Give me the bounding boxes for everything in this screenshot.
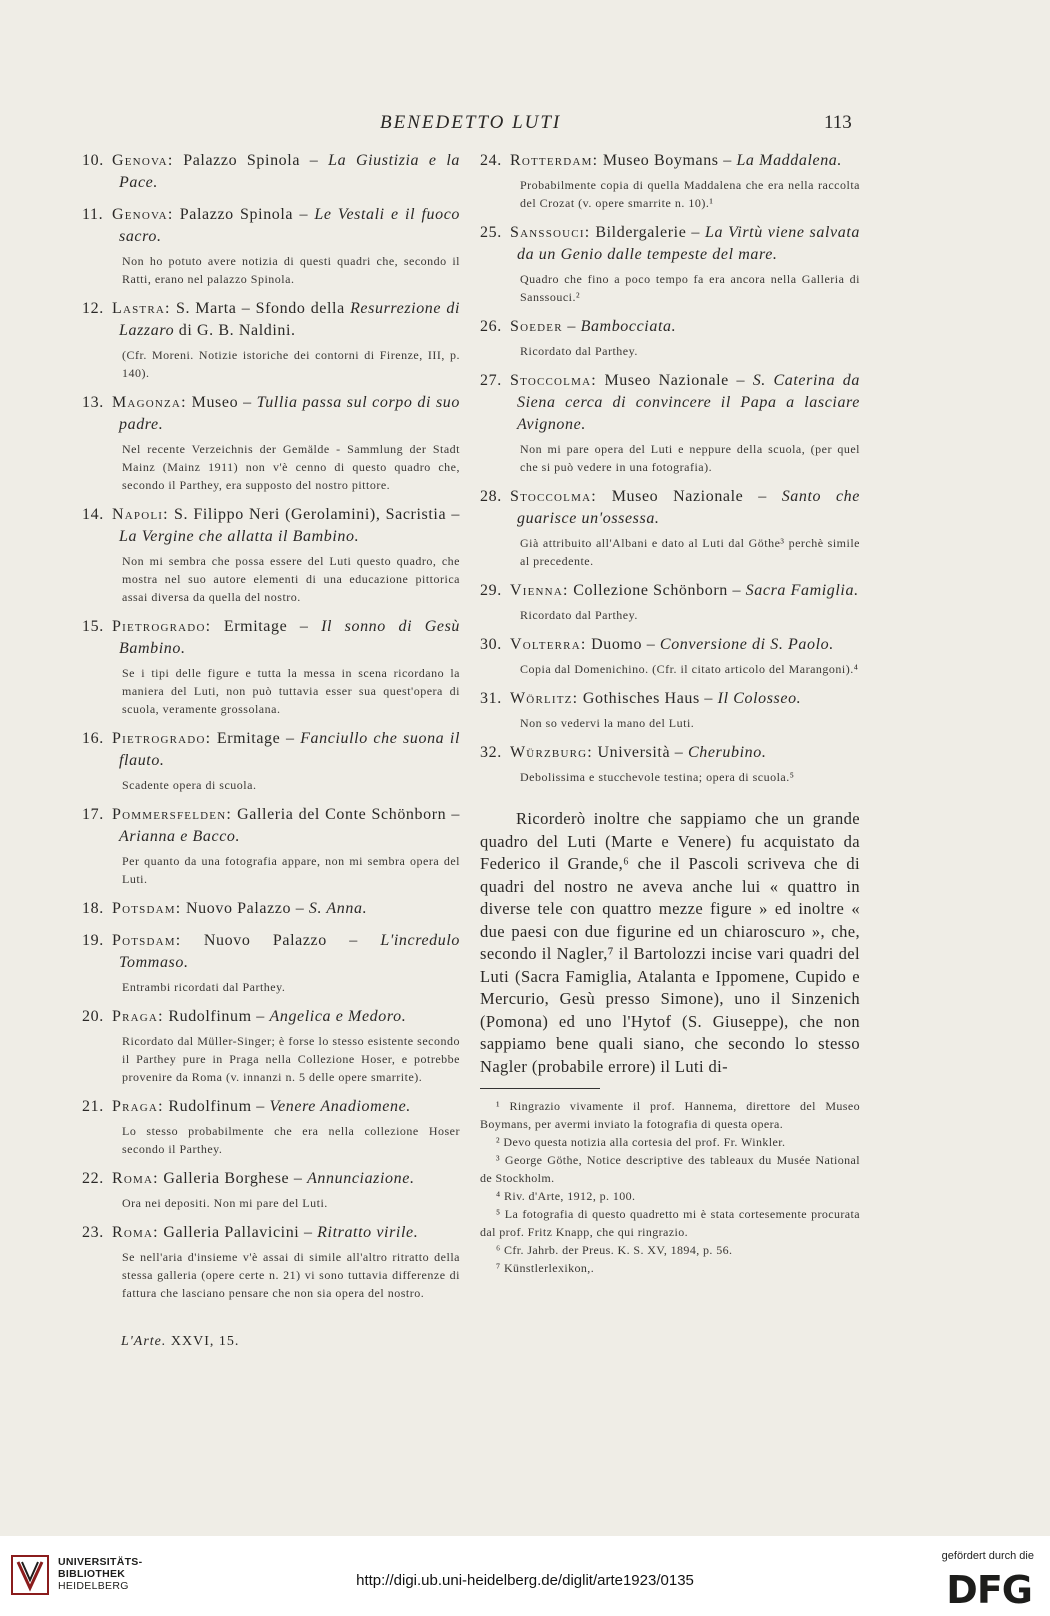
entry-city: Wörlitz: bbox=[510, 690, 579, 707]
entry-city: Roma: bbox=[112, 1224, 159, 1241]
entry-place: Nuovo Palazzo – bbox=[181, 900, 309, 917]
journal-signature bbox=[121, 1334, 239, 1350]
permalink-url[interactable]: http://digi.ub.uni-heidelberg.de/diglit/arte1923/0135 bbox=[356, 1572, 694, 1589]
entry-work: Bambocciata. bbox=[580, 318, 677, 335]
entry-heading bbox=[82, 1096, 460, 1118]
entry-place: Museo Nazionale – bbox=[596, 488, 782, 505]
entry-place: Rudolfinum – bbox=[163, 1008, 270, 1025]
catalog-entry bbox=[480, 580, 860, 624]
body-paragraph: Ricorderò inoltre che sappiamo che un grande quadro del Luti (Marte e Venere) fu acquistato da Federico il Grande,⁶ che il Pascoli scriveva che di quadri del nostro ne aveva anche lui « quattro in diverse tele con quattro mezze figure » ed inoltre « due paesi con due figurine ed un chiaroscuro », che, secondo il Nagler,⁷ il Bartolozzi incise vari quadri del Luti (Sacra Famiglia, Atalanta e Ippomene, Cupido e Mercurio, Gesù presso Simone), uno il Sinzenich (Pomona) ed uno l'Hytof (S. Giuseppe), che non sappiamo bene quali siano, che secondo lo stesso Nagler (probabile errore) il Luti di- bbox=[480, 809, 860, 1076]
catalog-entry bbox=[82, 898, 460, 920]
catalog-entry bbox=[82, 930, 460, 996]
entry-city: Würzburg: bbox=[510, 744, 593, 761]
entry-number: 17. bbox=[82, 806, 104, 823]
logo-line-3: HEIDELBERG bbox=[58, 1580, 129, 1592]
catalog-entry bbox=[82, 804, 460, 888]
footnote: ⁴ Riv. d'Arte, 1912, p. 100. bbox=[496, 1189, 636, 1203]
entry-heading bbox=[82, 504, 460, 548]
entry-city: Roma: bbox=[112, 1170, 159, 1187]
entry-place: Galleria Pallavicini – bbox=[158, 1224, 318, 1241]
entry-work: Il Colosseo. bbox=[717, 690, 802, 707]
entry-number: 27. bbox=[480, 372, 502, 389]
footnote: ⁶ Cfr. Jahrb. der Preus. K. S. XV, 1894, p. 56. bbox=[496, 1243, 733, 1257]
entry-number: 15. bbox=[82, 618, 104, 635]
catalog-entry bbox=[82, 616, 460, 718]
entry-heading bbox=[82, 898, 460, 920]
catalog-entry bbox=[82, 1006, 460, 1086]
entry-number: 32. bbox=[480, 744, 502, 761]
dfg-logo: DFG bbox=[946, 1568, 1032, 1612]
entry-number: 18. bbox=[82, 900, 104, 917]
entry-city: Volterra: bbox=[510, 636, 587, 653]
journal-issue: XXVI, 15. bbox=[166, 1334, 240, 1349]
entry-city: Genova: bbox=[112, 152, 174, 169]
entry-city: Vienna: bbox=[510, 582, 569, 599]
entry-city: Rotterdam: bbox=[510, 152, 599, 169]
entry-place: S. Filippo Neri (Gerolamini), Sacristia – bbox=[168, 506, 460, 523]
entry-heading bbox=[82, 298, 460, 342]
entry-work: La Maddalena. bbox=[736, 152, 843, 169]
entry-work: La Virtù viene salvata da un Genio dalle tempeste del mare. bbox=[517, 224, 860, 263]
entry-number: 12. bbox=[82, 300, 104, 317]
entry-heading bbox=[82, 150, 460, 194]
entry-heading bbox=[480, 150, 860, 172]
entry-city: Stoccolma: bbox=[510, 488, 597, 505]
entry-number: 16. bbox=[82, 730, 104, 747]
entry-city: Pommersfelden: bbox=[112, 806, 232, 823]
entry-note: Ricordato dal Parthey. bbox=[520, 608, 638, 622]
entry-number: 11. bbox=[82, 206, 104, 223]
entry-note: Già attribuito all'Albani e dato al Luti dal Göthe³ perchè simile al precedente. bbox=[520, 536, 860, 568]
running-title: BENEDETTO LUTI bbox=[380, 112, 562, 133]
entry-note: Se nell'aria d'insieme v'è assai di simile all'altro ritratto della stessa galleria (opere certe n. 21) vi sono tuttavia differenze di fattura che lasciano pensare che non sia opera del nostro. bbox=[122, 1250, 460, 1300]
entry-number: 26. bbox=[480, 318, 502, 335]
entry-work: La Vergine che allatta il Bambino. bbox=[119, 528, 360, 545]
entry-note: Non mi pare opera del Luti e neppure della scuola, (per quel che si può vedere in una fotografia). bbox=[520, 442, 860, 474]
catalog-entry bbox=[480, 370, 860, 476]
entry-number: 13. bbox=[82, 394, 104, 411]
catalog-entry bbox=[82, 150, 460, 194]
catalog-entry bbox=[82, 728, 460, 794]
entry-city: Stoccolma: bbox=[510, 372, 597, 389]
catalog-entry bbox=[82, 1168, 460, 1212]
footnote-rule bbox=[480, 1088, 600, 1089]
entry-after: di G. B. Naldini. bbox=[174, 322, 296, 339]
entry-heading bbox=[82, 804, 460, 848]
entry-number: 29. bbox=[480, 582, 502, 599]
catalog-entry bbox=[480, 742, 860, 786]
entry-note: Se i tipi delle figure e tutta la messa in scena ricordano la maniera del Luti, non può tuttavia esser sua quest'opera di scuola, veramente grossolana. bbox=[122, 666, 460, 716]
entry-note: Copia dal Domenichino. (Cfr. il citato articolo del Marangoni).⁴ bbox=[520, 662, 859, 676]
entry-work: Sacra Famiglia. bbox=[745, 582, 859, 599]
footnote: ² Devo questa notizia alla cortesia del prof. Fr. Winkler. bbox=[496, 1135, 786, 1149]
logo-line-1: UNIVERSITÄTS- bbox=[58, 1556, 143, 1568]
entry-note: Non so vedervi la mano del Luti. bbox=[520, 716, 695, 730]
entry-work: S. Anna. bbox=[308, 900, 368, 917]
entry-note: Ora nei depositi. Non mi pare del Luti. bbox=[122, 1196, 328, 1210]
entry-city: Potsdam: bbox=[112, 932, 182, 949]
entry-place: Nuovo Palazzo – bbox=[181, 932, 381, 949]
entry-work: Ritratto virile. bbox=[317, 1224, 419, 1241]
entry-heading bbox=[480, 316, 860, 338]
entry-heading bbox=[82, 1168, 460, 1190]
entry-place: Gothisches Haus – bbox=[578, 690, 718, 707]
entry-work: Annunciazione. bbox=[307, 1170, 415, 1187]
entry-number: 19. bbox=[82, 932, 104, 949]
entry-note: Non ho potuto avere notizia di questi quadri che, secondo il Ratti, erano nel palazzo Spinola. bbox=[122, 254, 460, 286]
entry-place: Museo Nazionale – bbox=[596, 372, 753, 389]
entry-place: Museo Boymans – bbox=[598, 152, 737, 169]
entry-city: Soeder bbox=[510, 318, 563, 335]
entry-heading bbox=[480, 742, 860, 764]
entry-note: Probabilmente copia di quella Maddalena che era nella raccolta del Crozat (v. opere smarrite n. 10).¹ bbox=[520, 178, 860, 210]
catalog-entry bbox=[82, 392, 460, 494]
entry-work: Venere Anadiomene. bbox=[269, 1098, 411, 1115]
journal-name: L'Arte. bbox=[121, 1334, 167, 1349]
entry-note: Ricordato dal Müller-Singer; è forse lo stesso esistente secondo il Parthey pure in Praga nella Collezione Hoser, e potrebbe provenire da Roma (v. innanzi n. 5 delle opere smarrite). bbox=[122, 1034, 460, 1084]
entry-work: Angelica e Medoro. bbox=[269, 1008, 407, 1025]
catalog-entry bbox=[82, 298, 460, 382]
entry-city: Magonza: bbox=[112, 394, 187, 411]
entry-work: Le Vestali e il fuoco sacro. bbox=[119, 206, 460, 245]
entry-note: Ricordato dal Parthey. bbox=[520, 344, 638, 358]
entry-work: S. Caterina da Siena cerca di convincere il Papa a lasciare Avignone. bbox=[517, 372, 860, 433]
entry-number: 24. bbox=[480, 152, 502, 169]
footnote: ¹ Ringrazio vivamente il prof. Hannema, direttore del Museo Boymans, per avermi inviato la fotografia di questa opera. bbox=[480, 1099, 860, 1131]
entry-city: Lastra: bbox=[112, 300, 171, 317]
entry-heading bbox=[480, 580, 860, 602]
entry-heading bbox=[82, 930, 460, 974]
catalog-entry bbox=[480, 150, 860, 212]
page-number: 113 bbox=[824, 112, 852, 133]
entry-city: Pietrogrado: bbox=[112, 618, 212, 635]
entry-work: Arianna e Bacco. bbox=[119, 828, 241, 845]
entry-place: S. Marta – Sfondo della bbox=[170, 300, 351, 317]
entry-heading bbox=[82, 616, 460, 660]
entry-heading bbox=[82, 1222, 460, 1244]
entry-city: Pietrogrado: bbox=[112, 730, 212, 747]
catalog-entry bbox=[82, 504, 460, 606]
entry-work: La Giustizia e la Pace. bbox=[119, 152, 461, 191]
entry-city: Potsdam: bbox=[112, 900, 182, 917]
left-column bbox=[82, 150, 460, 1312]
footnote: ³ George Göthe, Notice descriptive des tableaux du Musée National de Stockholm. bbox=[480, 1153, 860, 1185]
entry-heading bbox=[480, 486, 860, 530]
entry-number: 20. bbox=[82, 1008, 104, 1025]
entry-city: Genova: bbox=[112, 206, 174, 223]
entry-note: Lo stesso probabilmente che era nella collezione Hoser secondo il Parthey. bbox=[122, 1124, 460, 1156]
entry-number: 21. bbox=[82, 1098, 104, 1115]
entry-place: Università – bbox=[592, 744, 688, 761]
entry-heading bbox=[82, 392, 460, 436]
entry-place: Galleria Borghese – bbox=[158, 1170, 308, 1187]
entry-city: Praga: bbox=[112, 1008, 164, 1025]
entry-work: Conversione di S. Paolo. bbox=[659, 636, 834, 653]
catalog-entry bbox=[82, 204, 460, 288]
catalog-entry bbox=[480, 688, 860, 732]
footnote: ⁷ Künstlerlexikon,. bbox=[496, 1261, 595, 1275]
entry-work: Resurrezione di Lazzaro bbox=[119, 300, 461, 339]
entry-place: Rudolfinum – bbox=[163, 1098, 270, 1115]
entry-city: Napoli: bbox=[112, 506, 169, 523]
entry-work: Cherubino. bbox=[687, 744, 767, 761]
entry-place: – bbox=[562, 318, 581, 335]
sponsor-label: gefördert durch die bbox=[941, 1550, 1034, 1562]
catalog-entry bbox=[480, 634, 860, 678]
entry-number: 22. bbox=[82, 1170, 104, 1187]
entry-work: L'incredulo Tommaso. bbox=[119, 932, 460, 971]
catalog-entry bbox=[480, 486, 860, 570]
entry-place: Collezione Schönborn – bbox=[568, 582, 746, 599]
entry-work: Santo che guarisce un'ossessa. bbox=[517, 488, 860, 527]
entry-heading bbox=[82, 1006, 460, 1028]
entry-work: Tullia passa sul corpo di suo padre. bbox=[119, 394, 460, 433]
entry-note: Nel recente Verzeichnis der Gemälde - Sammlung der Stadt Mainz (Mainz 1911) non v'è cenno di questo quadro che, secondo il Parthey, era supposto del nostro pittore. bbox=[122, 442, 460, 492]
entry-place: Ermitage – bbox=[211, 618, 322, 635]
entry-heading bbox=[480, 222, 860, 266]
entry-place: Ermitage – bbox=[211, 730, 301, 747]
entry-city: Praga: bbox=[112, 1098, 164, 1115]
catalog-entry bbox=[82, 1096, 460, 1158]
catalog-entry bbox=[480, 316, 860, 360]
entry-work: Fanciullo che suona il flauto. bbox=[119, 730, 461, 769]
entry-heading bbox=[480, 634, 860, 656]
entry-place: Duomo – bbox=[586, 636, 660, 653]
entry-heading bbox=[82, 728, 460, 772]
right-entry-list bbox=[480, 150, 860, 786]
entry-note: Quadro che fino a poco tempo fa era ancora nella Galleria di Sanssouci.² bbox=[520, 272, 860, 304]
footnotes bbox=[480, 1097, 860, 1277]
footnote: ⁵ La fotografia di questo quadretto mi è stata cortesemente procurata dal prof. Fritz Knapp, che qui ringrazio. bbox=[480, 1207, 860, 1239]
entry-number: 30. bbox=[480, 636, 502, 653]
entry-note: (Cfr. Moreni. Notizie istoriche dei contorni di Firenze, III, p. 140). bbox=[122, 348, 460, 380]
entry-place: Bildergalerie – bbox=[590, 224, 705, 241]
entry-number: 10. bbox=[82, 152, 104, 169]
entry-heading bbox=[480, 370, 860, 436]
logo-line-2: BIBLIOTHEK bbox=[58, 1568, 126, 1580]
entry-heading bbox=[480, 688, 860, 710]
entry-city: Sanssouci: bbox=[510, 224, 591, 241]
entry-note: Non mi sembra che possa essere del Luti questo quadro, che mostra nel suo autore elementi di una educazione pittorica assai diversa da quella del nostro. bbox=[122, 554, 460, 604]
entry-number: 25. bbox=[480, 224, 502, 241]
entry-number: 28. bbox=[480, 488, 502, 505]
entry-place: Museo – bbox=[186, 394, 257, 411]
entry-number: 23. bbox=[82, 1224, 104, 1241]
right-column bbox=[480, 150, 860, 1277]
library-bar bbox=[0, 1536, 1050, 1616]
entry-note: Entrambi ricordati dal Parthey. bbox=[122, 980, 286, 994]
catalog-entry bbox=[82, 1222, 460, 1302]
entry-work: Il sonno di Gesù Bambino. bbox=[119, 618, 460, 657]
entry-note: Debolissima e stucchevole testina; opera di scuola.⁵ bbox=[520, 770, 795, 784]
entry-place: Palazzo Spinola – bbox=[173, 206, 315, 223]
entry-note: Scadente opera di scuola. bbox=[122, 778, 257, 792]
entry-heading bbox=[82, 204, 460, 248]
catalog-entry bbox=[480, 222, 860, 306]
entry-number: 14. bbox=[82, 506, 104, 523]
entry-note: Per quanto da una fotografia appare, non mi sembra opera del Luti. bbox=[122, 854, 460, 886]
entry-place: Palazzo Spinola – bbox=[173, 152, 329, 169]
entry-place: Galleria del Conte Schönborn – bbox=[232, 806, 460, 823]
entry-number: 31. bbox=[480, 690, 502, 707]
